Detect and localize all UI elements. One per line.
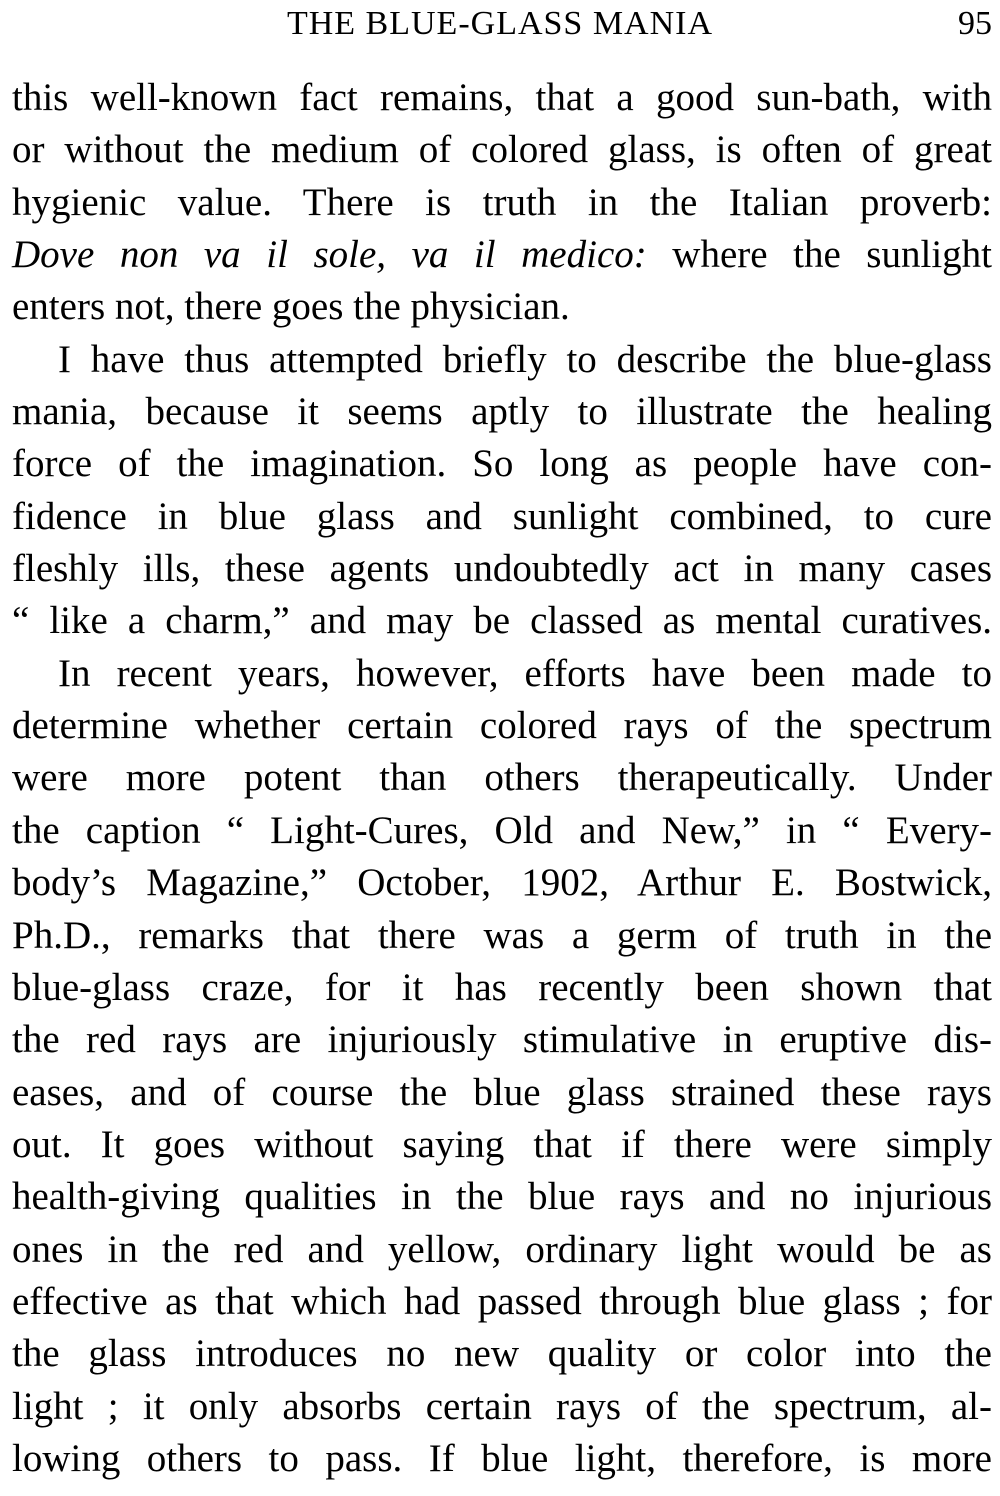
text-line: this well-known fact remains, that a good sun-bath, with (12, 76, 992, 119)
paragraph-1 (12, 72, 992, 334)
text-line: the caption “ Light-Cures, Old and New,” in “ Every- (12, 808, 992, 852)
text-line: “ like a charm,” and may be classed as mental curatives. (12, 599, 992, 643)
text-line: the red rays are injuriously stimulative in eruptive dis- (12, 1018, 992, 1062)
text-line: ones in the red and yellow, ordinary light would be as (12, 1227, 992, 1271)
text-line: Ph.D., remarks that there was a germ of truth in the (12, 913, 992, 957)
paragraph-3 (12, 648, 992, 1486)
text-line-italic-proverb (12, 229, 992, 281)
text-line: the glass introduces no new quality or color into the (12, 1332, 992, 1376)
running-title: THE BLUE-GLASS MANIA (286, 5, 714, 42)
text-line: blue-glass craze, for it has recently been shown that (12, 965, 992, 1009)
text-line: mania, because it seems aptly to illustrate the healing (12, 390, 992, 434)
text-line: or without the medium of colored glass, is often of great (12, 128, 992, 172)
text-line: health-giving qualities in the blue rays and no injurious (12, 1175, 992, 1219)
text-line: force of the imagination. So long as people have con- (12, 442, 992, 486)
text-line: were more potent than others therapeutically. Under (12, 756, 992, 800)
text-line: light ; it only absorbs certain rays of the spectrum, al- (12, 1384, 992, 1428)
page-number: 95 (958, 5, 992, 42)
text-line: eases, and of course the blue glass strained these rays (12, 1070, 992, 1114)
italian-proverb: Dove non va il sole, va il medico: (12, 233, 647, 277)
text-line: hygienic value. There is truth in the Italian proverb: (12, 180, 992, 224)
text-line: In recent years, however, efforts have been made to (58, 651, 992, 695)
proverb-translation-start: where the sunlight (646, 233, 992, 277)
text-line: body’s Magazine,” October, 1902, Arthur E. Bostwick, (12, 861, 992, 905)
text-line: fidence in blue glass and sunlight combined, to cure (12, 494, 992, 538)
body-text (12, 72, 992, 1485)
text-line: effective as that which had passed through blue glass ; for (12, 1279, 992, 1323)
running-head (0, 2, 1000, 46)
text-line: I have thus attempted briefly to describe the blue-glass (58, 337, 992, 381)
text-line: enters not, there goes the physician. (12, 285, 570, 329)
text-line: determine whether certain colored rays of the spectrum (12, 704, 992, 748)
paragraph-2 (12, 334, 992, 648)
text-line: fleshly ills, these agents undoubtedly act in many cases (12, 547, 992, 591)
text-line: out. It goes without saying that if there were simply (12, 1122, 992, 1166)
text-line: lowing others to pass. If blue light, therefore, is more (12, 1436, 992, 1480)
